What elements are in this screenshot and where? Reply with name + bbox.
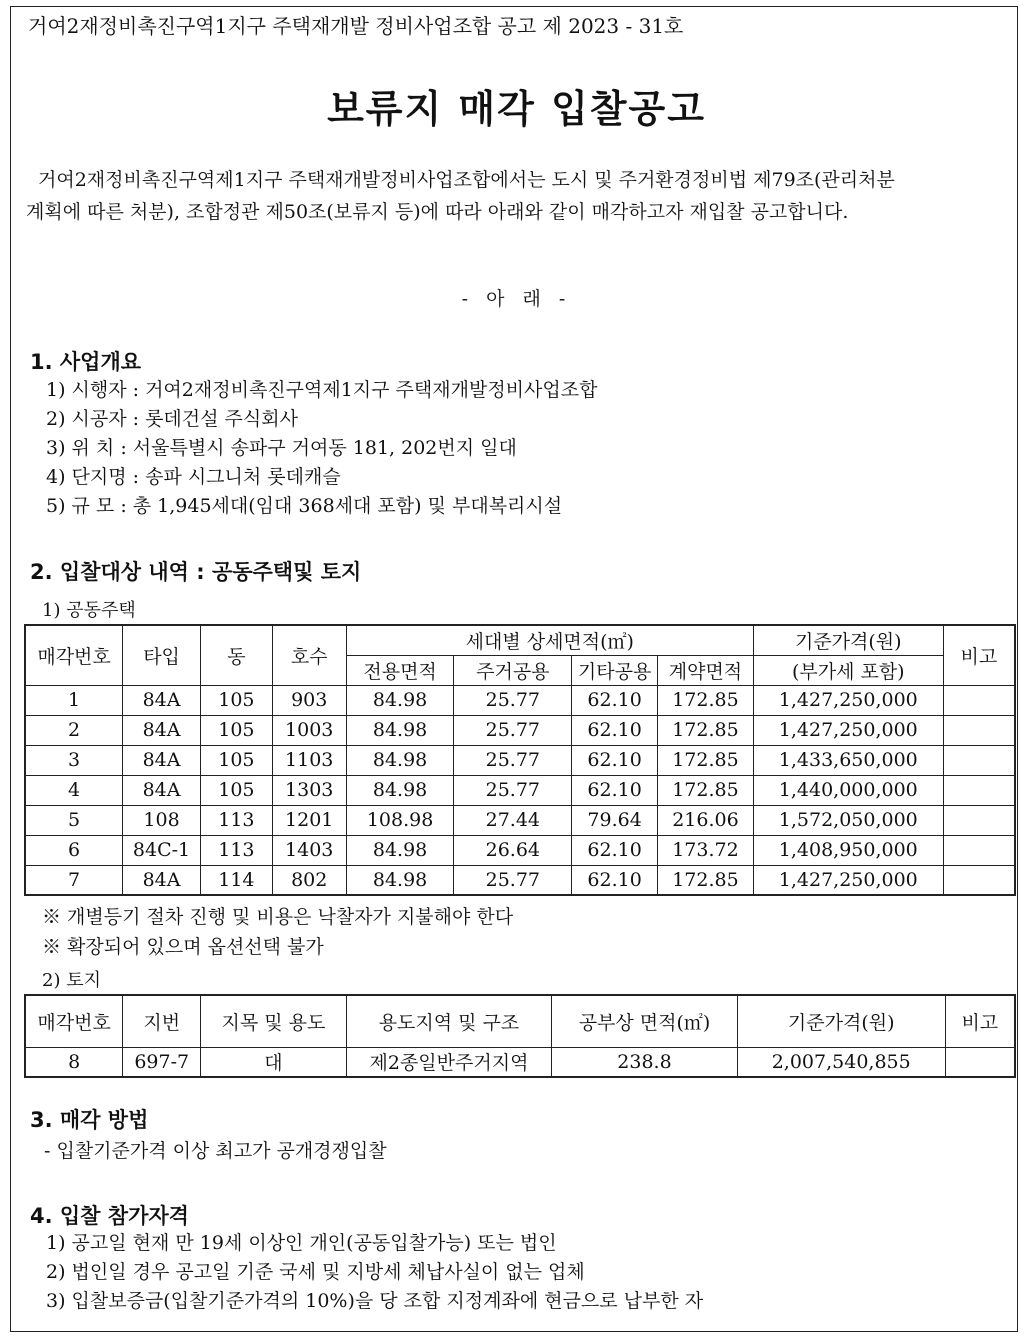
cell: 84.98 [346,775,454,805]
cell: 84.98 [346,865,454,895]
list-item: 2) 법인일 경우 공고일 기준 국세 및 지방세 체납사실이 없는 업체 [46,1261,585,1283]
col-header-no: 매각번호 [25,995,123,1047]
list-item: 1) 공고일 현재 만 19세 이상인 개인(공동입찰가능) 또는 법인 [46,1232,557,1254]
section1-heading: 1. 사업개요 [30,350,142,374]
col-header-ho: 호수 [272,625,346,685]
cell: 2 [25,715,123,745]
col-header-area: 공부상 면적(㎡) [552,995,738,1047]
cell: 25.77 [454,715,572,745]
section4-heading: 4. 입찰 참가자격 [30,1204,189,1228]
cell: 1201 [272,805,346,835]
list-item: 3) 위 치 : 서울특별시 송파구 거여동 181, 202번지 일대 [46,437,517,459]
cell: 1,433,650,000 [753,745,943,775]
cell: 105 [200,745,272,775]
cell: 79.64 [572,805,658,835]
cell: 8 [25,1047,123,1077]
cell: 903 [272,685,346,715]
cell: 84.98 [346,715,454,745]
cell: 84A [123,715,201,745]
cell: 105 [200,685,272,715]
note-expansion: ※ 확장되어 있으며 옵션선택 불가 [42,936,324,958]
cell: 62.10 [572,715,658,745]
cell: 6 [25,835,123,865]
cell: 1,572,050,000 [753,805,943,835]
cell: 172.85 [658,775,754,805]
cell [943,685,1015,715]
cell: 172.85 [658,685,754,715]
page-title: 보류지 매각 입찰공고 [327,87,706,131]
cell: 84A [123,865,201,895]
cell: 84C-1 [123,835,201,865]
cell: 105 [200,775,272,805]
cell: 216.06 [658,805,754,835]
col-header-remark: 비고 [943,625,1015,685]
cell: 제2종일반주거지역 [346,1047,551,1077]
list-item: 1) 시행자 : 거여2재정비촉진구역제1지구 주택재개발정비사업조합 [46,379,598,401]
table-row [25,1047,1015,1077]
table-row [25,805,1015,835]
cell: 84A [123,775,201,805]
cell [943,775,1015,805]
cell: 7 [25,865,123,895]
cell: 84.98 [346,835,454,865]
table-row [25,685,1015,715]
cell: 172.85 [658,715,754,745]
cell: 84A [123,745,201,775]
cell: 62.10 [572,865,658,895]
col-header-no: 매각번호 [25,625,123,685]
cell: 1,408,950,000 [753,835,943,865]
section3-item: - 입찰기준가격 이상 최고가 공개경쟁입찰 [44,1140,387,1162]
cell: 1,427,250,000 [753,685,943,715]
notice-number: 거여2재정비촉진구역1지구 주택재개발 정비사업조합 공고 제 2023 - 31호 [28,14,684,38]
cell: 1103 [272,745,346,775]
col-header-exclusive: 전용면적 [346,655,454,685]
cell: 62.10 [572,835,658,865]
cell: 1,427,250,000 [753,865,943,895]
list-item: 5) 규 모 : 총 1,945세대(임대 368세대 포함) 및 부대복리시설 [46,495,563,517]
cell: 25.77 [454,745,572,775]
col-header-area-group: 세대별 상세면적(㎡) [346,625,753,655]
cell: 62.10 [572,685,658,715]
table-row [25,775,1015,805]
intro-paragraph [26,164,986,228]
table-row [25,865,1015,895]
cell: 27.44 [454,805,572,835]
table-row [25,745,1015,775]
col-header-dong: 동 [200,625,272,685]
col-header-contract: 계약면적 [658,655,754,685]
cell: 697-7 [123,1047,201,1077]
subheading-apartment: 1) 공동주택 [42,600,136,621]
col-header-price: 기준가격(원) [737,995,945,1047]
col-header-land-category: 지목 및 용도 [201,995,347,1047]
col-header-zoning: 용도지역 및 구조 [346,995,551,1047]
section1-list [46,376,597,521]
cell: 1 [25,685,123,715]
cell: 238.8 [552,1047,738,1077]
col-header-type: 타입 [123,625,201,685]
cell: 84A [123,685,201,715]
cell: 5 [25,805,123,835]
cell: 1003 [272,715,346,745]
cell: 4 [25,775,123,805]
arae-divider: - 아 래 - [461,288,572,310]
cell: 84.98 [346,685,454,715]
apartment-table [24,624,1016,896]
cell: 62.10 [572,745,658,775]
land-table [24,994,1016,1078]
cell: 1403 [272,835,346,865]
cell: 113 [200,805,272,835]
cell: 25.77 [454,775,572,805]
col-header-lot: 지번 [123,995,201,1047]
col-header-price: 기준가격(원) [753,625,943,655]
cell: 1,427,250,000 [753,715,943,745]
cell: 62.10 [572,775,658,805]
cell: 1,440,000,000 [753,775,943,805]
list-item: 4) 단지명 : 송파 시그니처 롯데캐슬 [46,466,341,488]
cell [943,865,1015,895]
cell: 1303 [272,775,346,805]
cell: 113 [200,835,272,865]
cell: 2,007,540,855 [737,1047,945,1077]
cell: 172.85 [658,865,754,895]
cell: 25.77 [454,865,572,895]
list-item: 3) 입찰보증금(입찰기준가격의 10%)을 당 조합 지정계좌에 현금으로 납부한 자 [46,1290,704,1312]
cell [943,805,1015,835]
col-header-other-common: 기타공용 [572,655,658,685]
cell: 802 [272,865,346,895]
col-header-remark: 비고 [945,995,1015,1047]
subheading-land: 2) 토지 [42,970,101,991]
intro-line-2: 계획에 따른 처분), 조합정관 제50조(보류지 등)에 따라 아래와 같이 매각하고자 재입찰 공고합니다. [26,201,849,223]
intro-line-1: 거여2재정비촉진구역제1지구 주택재개발정비사업조합에서는 도시 및 주거환경정비법 제79조(관리처분 [38,169,895,191]
cell: 대 [201,1047,347,1077]
section3-heading: 3. 매각 방법 [30,1108,149,1132]
cell [943,745,1015,775]
cell: 108 [123,805,201,835]
cell: 108.98 [346,805,454,835]
cell: 25.77 [454,685,572,715]
cell: 172.85 [658,745,754,775]
cell: 3 [25,745,123,775]
cell [943,715,1015,745]
col-header-vat: (부가세 포함) [753,655,943,685]
list-item: 2) 시공자 : 롯데건설 주식회사 [46,408,298,430]
table-row [25,835,1015,865]
cell: 105 [200,715,272,745]
cell: 173.72 [658,835,754,865]
table-row [25,715,1015,745]
section4-list [46,1229,703,1316]
section2-heading: 2. 입찰대상 내역 : 공동주택및 토지 [30,560,362,584]
cell [943,835,1015,865]
cell: 84.98 [346,745,454,775]
col-header-residential-common: 주거공용 [454,655,572,685]
note-registration: ※ 개별등기 절차 진행 및 비용은 낙찰자가 지불해야 한다 [42,906,514,928]
cell: 114 [200,865,272,895]
cell [945,1047,1015,1077]
cell: 26.64 [454,835,572,865]
